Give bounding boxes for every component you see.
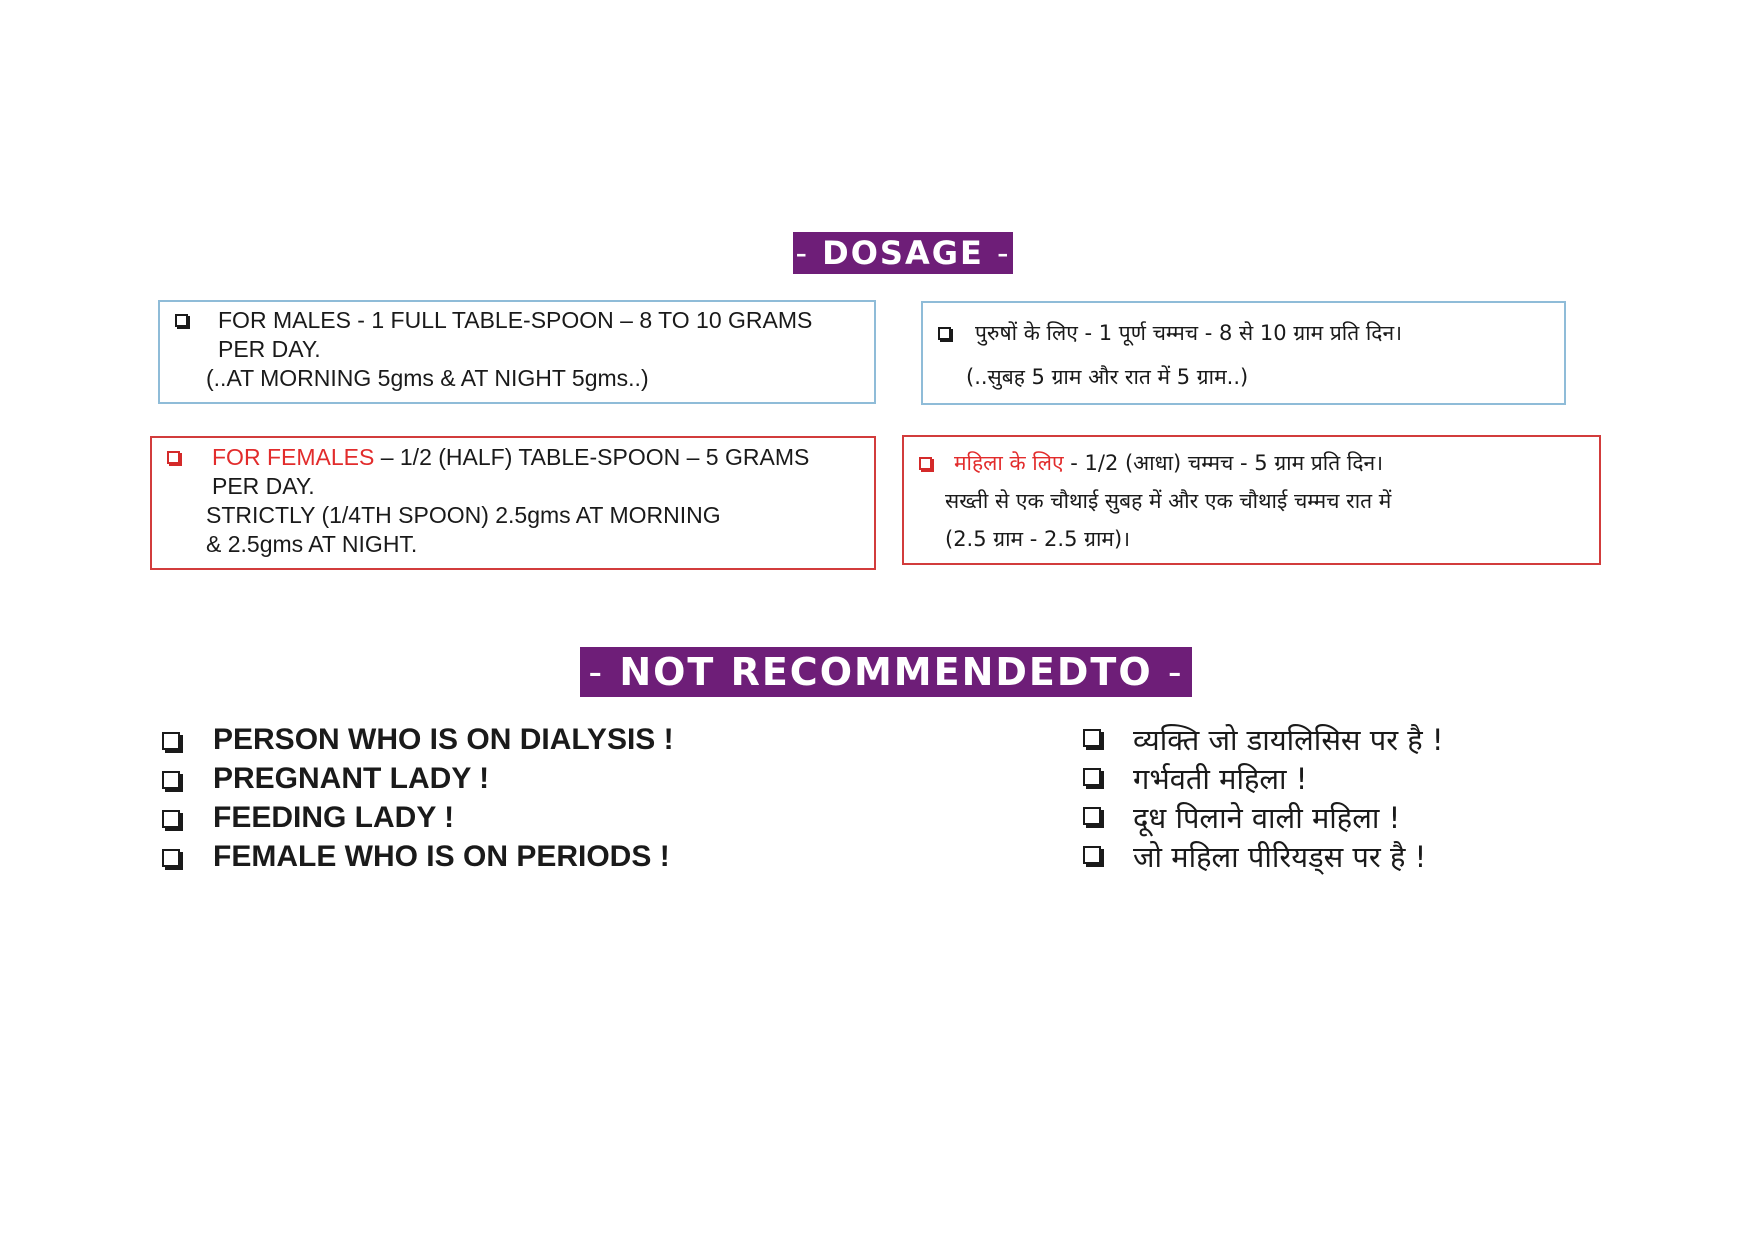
dosage-heading: - DOSAGE - xyxy=(793,232,1013,274)
males-dosage-line2: PER DAY. xyxy=(218,336,321,362)
not-recommended-heading-text: NOT RECOMMENDEDTO xyxy=(619,650,1153,694)
not-recommended-item: FEMALE WHO IS ON PERIODS ! xyxy=(213,840,670,873)
checkbox-icon xyxy=(162,849,180,867)
males-dosage-hi-line2: (..सुबह 5 ग्राम और रात में 5 ग्राम..) xyxy=(966,365,1249,389)
checkbox-icon xyxy=(162,771,180,789)
checkbox-icon xyxy=(1083,729,1101,747)
females-dosage-line2: PER DAY. xyxy=(212,473,315,499)
females-dosage-hi-line3: (2.5 ग्राम - 2.5 ग्राम)। xyxy=(945,527,1131,551)
males-dosage-line1: FOR MALES - 1 FULL TABLE-SPOON – 8 TO 10 GRAMS xyxy=(218,307,813,333)
females-label: FOR FEMALES xyxy=(212,444,375,470)
checkbox-icon xyxy=(162,732,180,750)
checkbox-icon xyxy=(1083,807,1101,825)
not-recommended-item-hi: जो महिला पीरियड्स पर है ! xyxy=(1133,840,1427,874)
checkbox-icon xyxy=(1083,846,1101,864)
not-recommended-heading: - NOT RECOMMENDEDTO - xyxy=(580,647,1192,697)
females-dosage-line1 xyxy=(212,443,809,472)
females-dosage-line1-rest: – 1/2 (HALF) TABLE-SPOON – 5 GRAMS xyxy=(374,444,810,470)
females-dosage-line4: & 2.5gms AT NIGHT. xyxy=(206,531,418,557)
not-recommended-item: FEEDING LADY ! xyxy=(213,801,455,834)
not-recommended-item-hi: व्यक्ति जो डायलिसिस पर है ! xyxy=(1133,723,1444,757)
males-dosage-line3: (..AT MORNING 5gms & AT NIGHT 5gms..) xyxy=(206,365,649,391)
males-dosage-box-hi xyxy=(921,301,1566,405)
checkbox-icon xyxy=(938,327,951,340)
dosage-heading-text: DOSAGE xyxy=(822,234,984,272)
females-dosage-hi-line2: सख्ती से एक चौथाई सुबह में और एक चौथाई चम्मच रात में xyxy=(945,489,1392,513)
females-dosage-line3: STRICTLY (1/4TH SPOON) 2.5gms AT MORNING xyxy=(206,502,721,528)
males-dosage-box-en xyxy=(158,300,876,404)
checkbox-icon xyxy=(1083,768,1101,786)
not-recommended-item: PREGNANT LADY ! xyxy=(213,762,490,795)
checkbox-icon xyxy=(162,810,180,828)
females-label-hi: महिला के लिए xyxy=(954,451,1064,475)
females-dosage-hi-line1-rest: - 1/2 (आधा) चम्मच - 5 ग्राम प्रति दिन। xyxy=(1063,451,1384,475)
not-recommended-item-hi: दूध पिलाने वाली महिला ! xyxy=(1133,801,1401,835)
checkbox-icon xyxy=(175,314,188,327)
males-dosage-hi-line1: पुरुषों के लिए - 1 पूर्ण चम्मच - 8 से 10 ग्राम प्रति दिन। xyxy=(975,321,1403,345)
females-dosage-box-en xyxy=(150,436,876,570)
not-recommended-item: PERSON WHO IS ON DIALYSIS ! xyxy=(213,723,674,756)
not-recommended-item-hi: गर्भवती महिला ! xyxy=(1133,762,1308,796)
females-dosage-box-hi xyxy=(902,435,1601,565)
checkbox-icon xyxy=(167,451,180,464)
checkbox-icon xyxy=(919,457,932,470)
females-dosage-hi-line1 xyxy=(954,449,1383,478)
